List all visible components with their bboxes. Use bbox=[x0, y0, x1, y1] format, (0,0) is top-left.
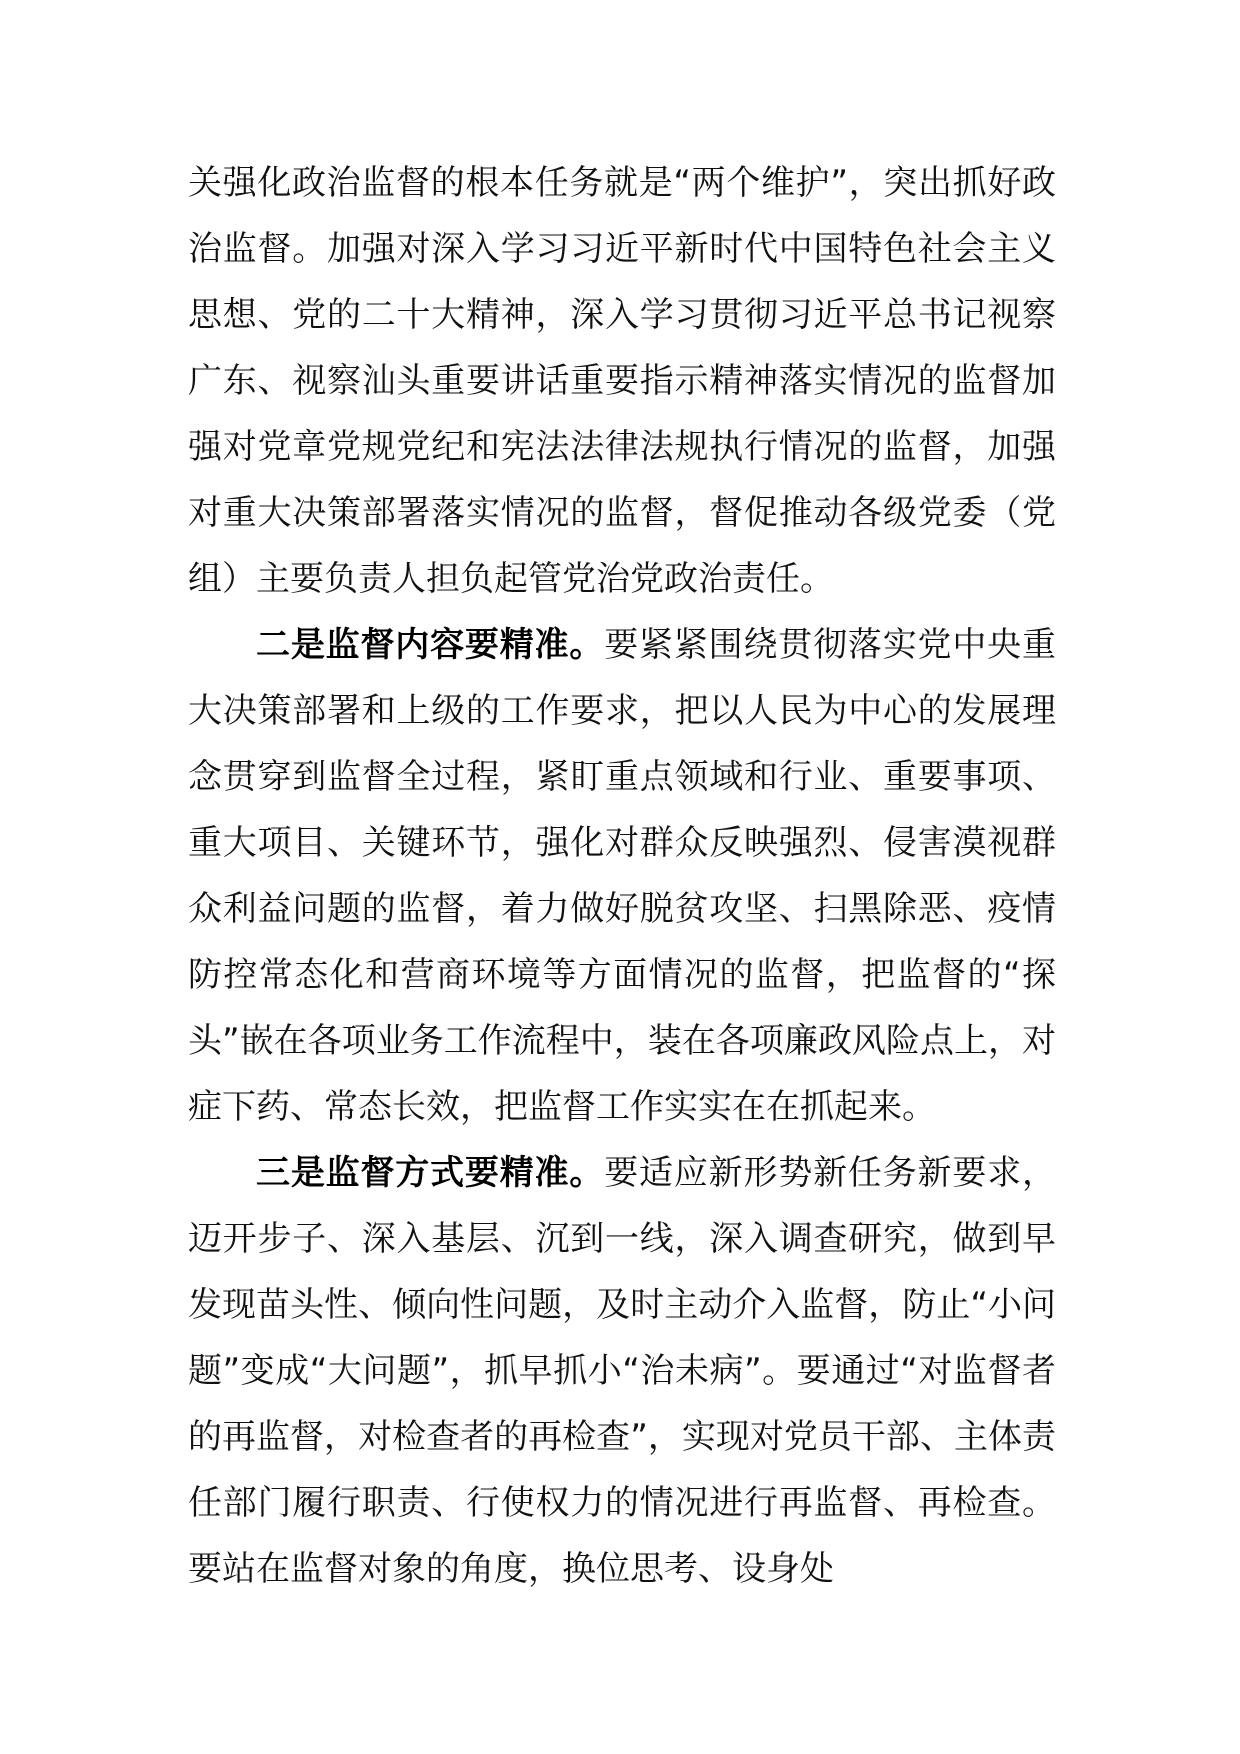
paragraph-continued bbox=[188, 150, 1056, 612]
document-body bbox=[188, 150, 1056, 1602]
paragraph-heading: 二是监督内容要精准。 bbox=[256, 625, 605, 665]
paragraph-text: 要适应新形势新任务新要求，迈开步子、深入基层、沉到一线，深入调查研究，做到早发现苗头性、倾向性问题，及时主动介入监督，防止“小问题”变成“大问题”，抓早抓小“治未病”。要通过“对监督者的再监督，对检查者的再检查”，实现对党员干部、主体责任部门履行职责、行使权力的情况进行再监督、再检查。要站在监督对象的角度，换位思考、设身处 bbox=[188, 1153, 1057, 1589]
paragraph-supervision-method bbox=[188, 1140, 1056, 1602]
paragraph-heading: 三是监督方式要精准。 bbox=[256, 1153, 605, 1193]
paragraph-supervision-content bbox=[188, 612, 1056, 1140]
paragraph-text: 要紧紧围绕贯彻落实党中央重大决策部署和上级的工作要求，把以人民为中心的发展理念贯穿到监督全过程，紧盯重点领域和行业、重要事项、重大项目、关键环节，强化对群众反映强烈、侵害漠视群众利益问题的监督，着力做好脱贫攻坚、扫黑除恶、疫情防控常态化和营商环境等方面情况的监督，把监督的“探头”嵌在各项业务工作流程中，装在各项廉政风险点上，对症下药、常态长效，把监督工作实实在在抓起来。 bbox=[188, 625, 1057, 1127]
paragraph-text: 关强化政治监督的根本任务就是“两个维护”，突出抓好政治监督。加强对深入学习习近平新时代中国特色社会主义思想、党的二十大精神，深入学习贯彻习近平总书记视察广东、视察汕头重要讲话重要指示精神落实情况的监督加强对党章党规党纪和宪法法律法规执行情况的监督，加强对重大决策部署落实情况的监督，督促推动各级党委（党组）主要负责人担负起管党治党政治责任。 bbox=[188, 163, 1056, 599]
